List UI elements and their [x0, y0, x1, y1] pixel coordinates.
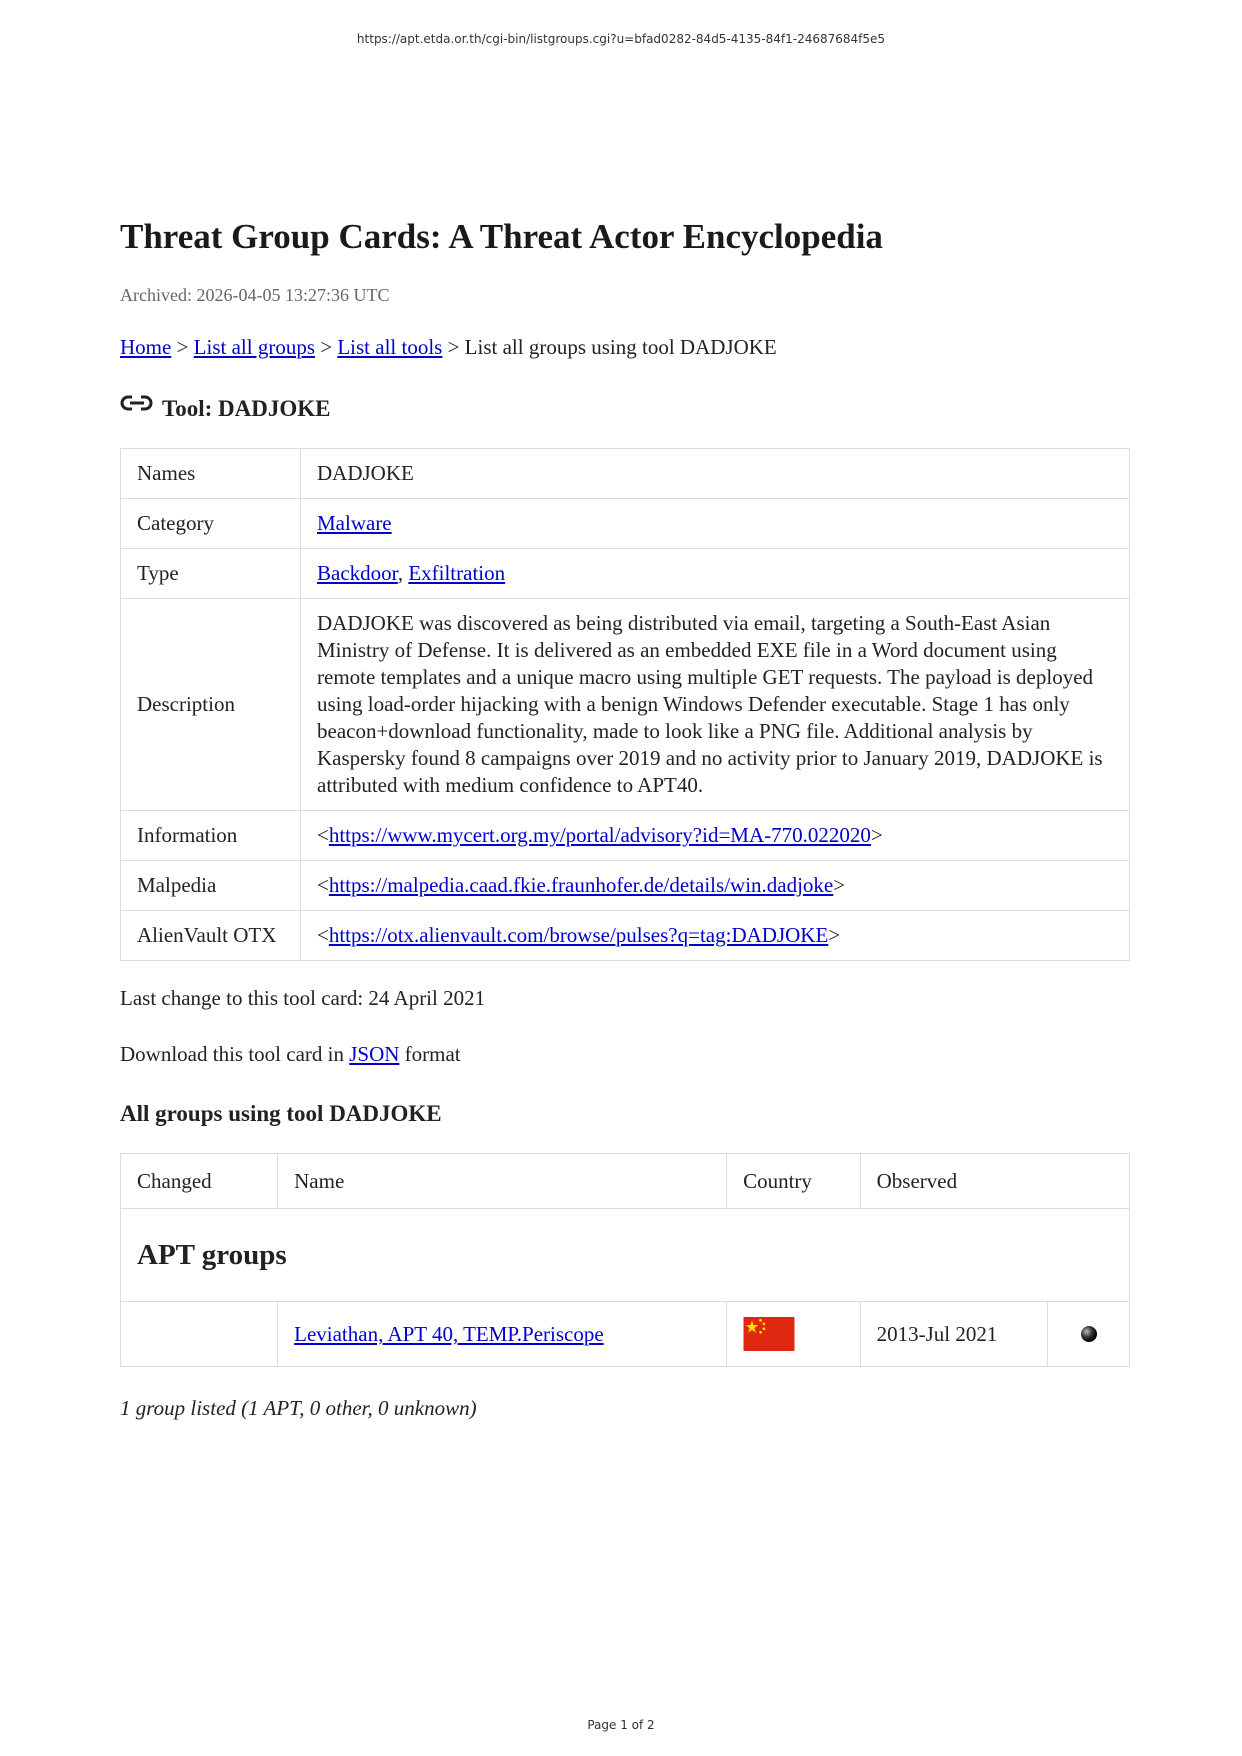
table-row: [121, 911, 1130, 961]
download-suffix: format: [399, 1042, 461, 1066]
tool-title: Tool: DADJOKE: [162, 396, 331, 421]
table-row: [121, 811, 1130, 861]
malpedia-link[interactable]: https://malpedia.caad.fkie.fraunhofer.de/details/win.dadjoke: [328, 873, 834, 897]
status-cell: [1048, 1302, 1130, 1367]
angle-close: >: [828, 923, 841, 947]
observed-cell: 2013-Jul 2021: [860, 1302, 1047, 1367]
angle-open: <: [317, 823, 329, 847]
last-change-text: Last change to this tool card: 24 April 2021: [120, 986, 486, 1010]
type-backdoor-link[interactable]: Backdoor: [317, 561, 398, 585]
names-value: DADJOKE: [301, 449, 1130, 499]
description-value: DADJOKE was discovered as being distributed via email, targeting a South-East Asian Ministry of Defense. It is delivered as an embedded EXE file in a Word document using remote templates and a unique macro using multiple GET requests. The payload is deployed using load-order hijacking with a benign Windows Defender executable. Stage 1 has only beacon+download functionality, made to look like a PNG file. Additional analysis by Kaspersky found 8 campaigns over 2019 and no activity prior to January 2019, DADJOKE is attributed with medium confidence to APT40.: [301, 599, 1130, 811]
category-value: [301, 499, 1130, 549]
alienvault-value: [301, 911, 1130, 961]
names-label: Names: [121, 449, 301, 499]
main-content: [120, 212, 1130, 1423]
column-header-country: Country: [727, 1154, 861, 1209]
tool-heading: [120, 394, 1130, 424]
changed-cell: [121, 1302, 278, 1367]
page-number-footer: Page 1 of 2: [587, 1718, 655, 1732]
group-link[interactable]: Leviathan, APT 40, TEMP.Periscope: [294, 1322, 604, 1346]
page-title: Threat Group Cards: A Threat Actor Encyclopedia: [120, 217, 883, 256]
malpedia-value: [301, 861, 1130, 911]
angle-close: >: [833, 873, 846, 897]
breadcrumb-groups-link[interactable]: List all groups: [193, 335, 315, 359]
table-row: [121, 599, 1130, 811]
malpedia-label: Malpedia: [121, 861, 301, 911]
description-label: Description: [121, 599, 301, 811]
type-separator: ,: [397, 561, 409, 585]
column-header-name: Name: [278, 1154, 727, 1209]
column-header-changed: Changed: [121, 1154, 278, 1209]
black-sphere-icon: [1080, 1325, 1098, 1343]
angle-open: <: [317, 923, 329, 947]
category-malware-link[interactable]: Malware: [317, 511, 392, 535]
table-row: [121, 549, 1130, 599]
tool-info-table: [120, 448, 1130, 961]
country-cell: [727, 1302, 861, 1367]
table-row: [121, 861, 1130, 911]
section-label-apt-groups: APT groups: [121, 1209, 1130, 1302]
groups-heading: All groups using tool DADJOKE: [120, 1101, 442, 1126]
breadcrumb-tools-link[interactable]: List all tools: [337, 335, 443, 359]
breadcrumb-separator: >: [315, 335, 338, 359]
table-row: [121, 1302, 1130, 1367]
download-text: [120, 1039, 1130, 1069]
angle-close: >: [870, 823, 883, 847]
alienvault-label: AlienVault OTX: [121, 911, 301, 961]
download-prefix: Download this tool card in: [120, 1042, 350, 1066]
print-url-header: https://apt.etda.or.th/cgi-bin/listgroups.cgi?u=bfad0282-84d5-4135-84f1-24687684f5e5: [356, 32, 886, 46]
type-value: [301, 549, 1130, 599]
breadcrumb: [120, 332, 1130, 362]
link-icon: [120, 394, 154, 416]
name-cell: [278, 1302, 727, 1367]
table-row: [121, 449, 1130, 499]
information-value: [301, 811, 1130, 861]
information-label: Information: [121, 811, 301, 861]
groups-table: [120, 1153, 1130, 1367]
angle-open: <: [317, 873, 329, 897]
breadcrumb-separator: >: [171, 335, 194, 359]
groups-summary: 1 group listed (1 APT, 0 other, 0 unknown): [120, 1396, 477, 1420]
table-header-row: [121, 1154, 1130, 1209]
information-link[interactable]: https://www.mycert.org.my/portal/advisory?id=MA-770.022020: [328, 823, 871, 847]
table-row: [121, 499, 1130, 549]
table-section-row: [121, 1209, 1130, 1302]
alienvault-link[interactable]: https://otx.alienvault.com/browse/pulses?q=tag:DADJOKE: [328, 923, 829, 947]
breadcrumb-current: > List all groups using tool DADJOKE: [442, 335, 777, 359]
china-flag-icon: [743, 1317, 795, 1351]
json-download-link[interactable]: JSON: [349, 1042, 400, 1066]
breadcrumb-home-link[interactable]: Home: [120, 335, 172, 359]
type-exfiltration-link[interactable]: Exfiltration: [408, 561, 506, 585]
archived-timestamp: Archived: 2026-04-05 13:27:36 UTC: [120, 285, 390, 305]
type-label: Type: [121, 549, 301, 599]
category-label: Category: [121, 499, 301, 549]
column-header-observed: Observed: [860, 1154, 1129, 1209]
